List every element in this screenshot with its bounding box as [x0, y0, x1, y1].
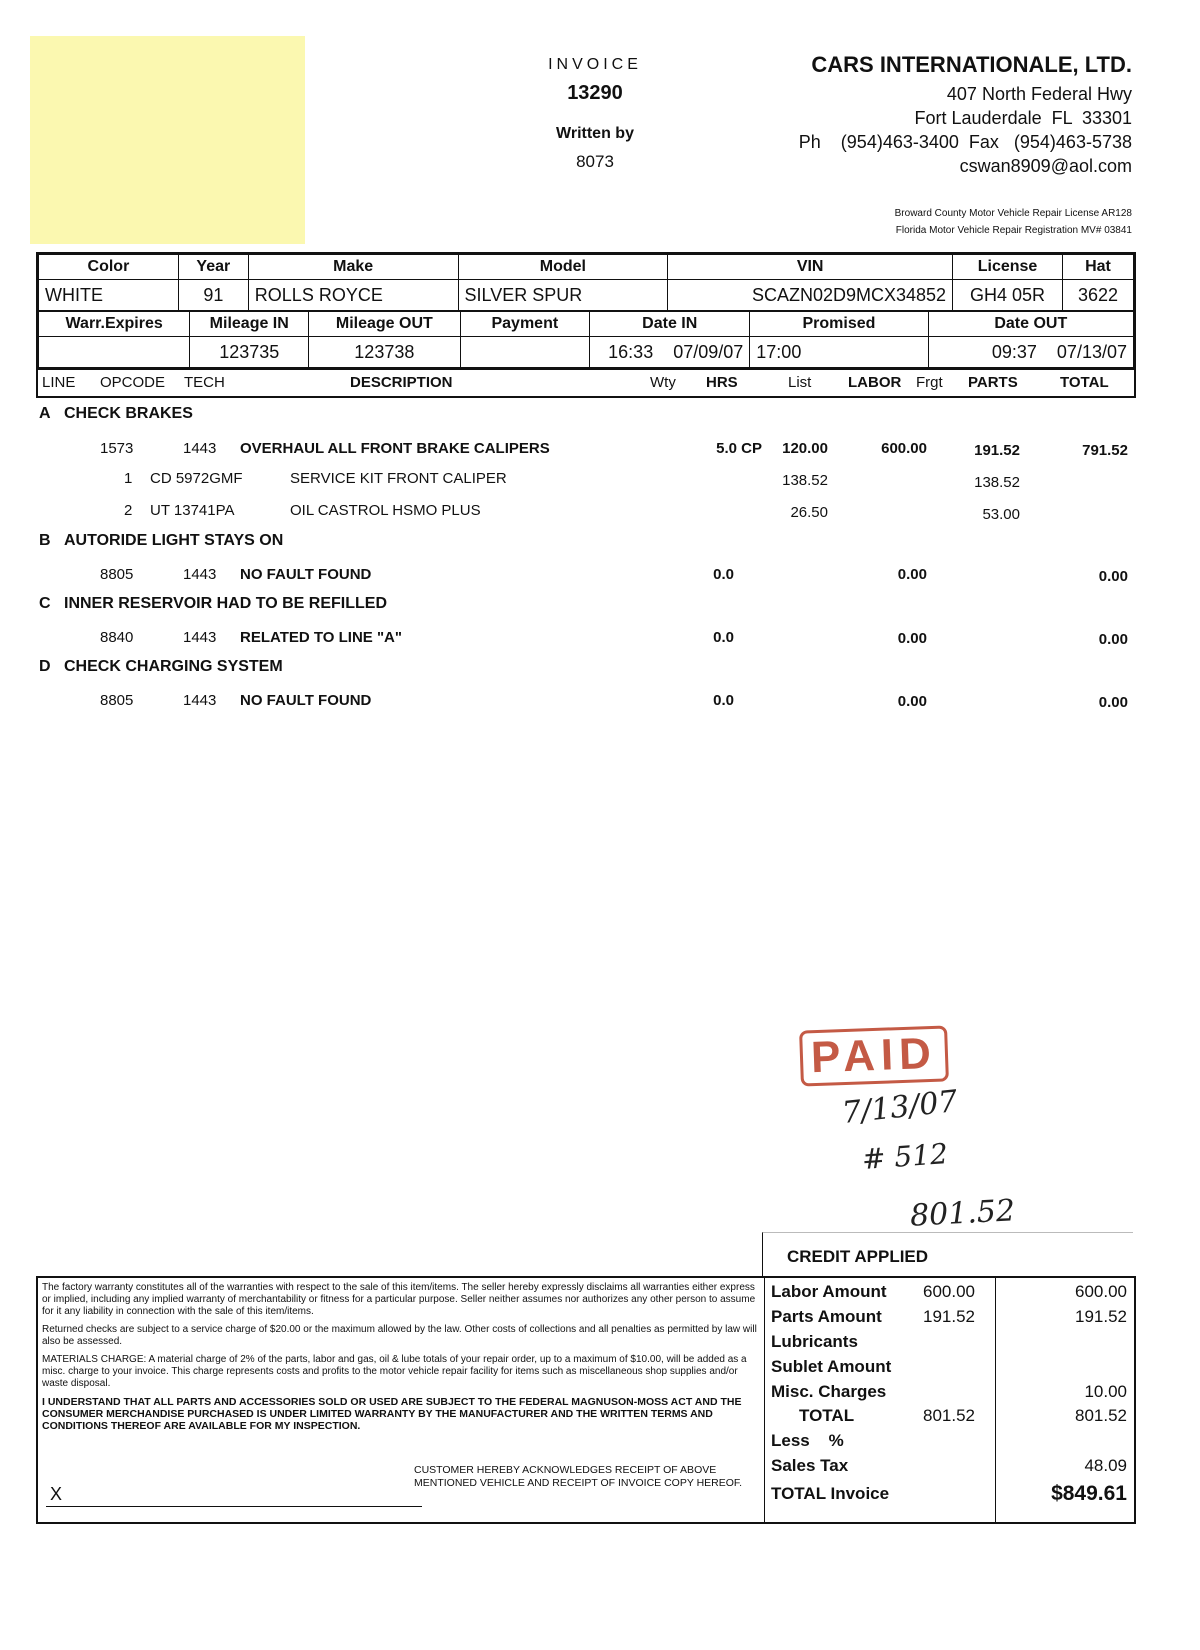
col-total: TOTAL [1060, 374, 1109, 391]
returned-checks-terms: Returned checks are subject to a service charge of $20.00 or the maximum allowed by the law. Other costs of collections and all penalties as permitted by law will also be assessed. [42, 1324, 757, 1347]
company-email: cswan8909@aol.com [959, 156, 1132, 176]
header-mileage-out: Mileage OUT [309, 312, 460, 337]
parts-amount-a: 191.52 [923, 1307, 975, 1326]
lubricants-label: Lubricants [771, 1332, 858, 1351]
line-title-d: CHECK CHARGING SYSTEM [64, 658, 283, 675]
col-parts: PARTS [968, 374, 1018, 391]
handwritten-amount: 801.52 [909, 1193, 1016, 1234]
op-parts: 191.52 [974, 442, 1020, 459]
written-by-value: 8073 [576, 152, 614, 171]
line-letter-d: D [39, 658, 51, 675]
labor-amount-row [765, 1280, 1135, 1305]
lubricants-row [765, 1330, 1135, 1355]
vehicle-model: SILVER SPUR [458, 280, 668, 311]
magnuson-moss-terms: I UNDERSTAND THAT ALL PARTS AND ACCESSORIES SOLD OR USED ARE SUBJECT TO THE FEDERAL MAGNUSON-MOSS ACT AND THE CONSUMER MERCHANDISE PURCHASED IS UNDER LIMITED WARRANTY BY THE MANUFACTURER AND THE WRITTEN TERMS AND CONDITIONS THEREOF ARE AVAILABLE FOR MY INSPECTION. [42, 1396, 742, 1432]
invoice-number: 13290 [567, 82, 623, 104]
header-year: Year [178, 255, 248, 280]
tech: 1443 [183, 566, 217, 583]
col-tech: TECH [184, 374, 225, 391]
header-vin: VIN [668, 255, 953, 280]
invoice-label: INVOICE [548, 56, 642, 73]
warranty-terms: The factory warranty constitutes all of the warranties with respect to the sale of this item/items. The seller hereby expressly disclaims all warranties either express or implied, including any implied warranty of merchantability or fitness for a particular purpose. Seller neither assumes nor authorizes any other person to assume for it any liability in connection with the sale of this item/items. [42, 1282, 756, 1317]
total-invoice-label: TOTAL Invoice [771, 1484, 890, 1503]
parts-amount-label: Parts Amount [771, 1307, 882, 1326]
materials-charge-terms: MATERIALS CHARGE: A material charge of 2% of the parts, labor and gas, oil & lube totals of your repair order, up to a maximum of $10.00, will be added as a misc. charge to your invoice. This charge represents costs and profits to the motor vehicle repair facility for items such as miscellaneous shop supplies and/or waste disposal. [42, 1354, 747, 1389]
vehicle-hat: 3622 [1062, 280, 1133, 311]
signature-line [46, 1506, 422, 1507]
header-model: Model [458, 255, 668, 280]
header-promised: Promised [750, 312, 928, 337]
part-amount: 138.52 [974, 474, 1020, 491]
line-letter-c: C [39, 595, 51, 612]
col-list: List [788, 374, 812, 391]
line-title-a: CHECK BRAKES [64, 405, 193, 422]
vehicle-info-grid [36, 252, 1136, 370]
header-color: Color [39, 255, 179, 280]
vehicle-color: WHITE [39, 280, 179, 311]
paid-stamp: PAID [799, 1025, 949, 1086]
credit-applied-box [762, 1232, 1133, 1277]
tech: 1443 [183, 440, 217, 457]
op-total: 0.00 [1098, 631, 1128, 648]
line-letter-b: B [39, 532, 51, 549]
header-hat: Hat [1062, 255, 1133, 280]
total-label: TOTAL [799, 1406, 855, 1425]
header-date-out: Date OUT [928, 312, 1133, 337]
tech: 1443 [183, 692, 217, 709]
op-total: 0.00 [1098, 568, 1128, 585]
vehicle-make: ROLLS ROYCE [248, 280, 458, 311]
op-description: NO FAULT FOUND [240, 566, 372, 583]
op-total: 0.00 [1098, 694, 1128, 711]
sales-tax-row [765, 1454, 1135, 1479]
op-description: OVERHAUL ALL FRONT BRAKE CALIPERS [240, 440, 550, 457]
labor-amount-b: 600.00 [1075, 1282, 1127, 1301]
misc-charges-b: 10.00 [1084, 1382, 1127, 1401]
part-number: UT 13741PA [150, 502, 235, 519]
date-out: 09:37 07/13/07 [928, 337, 1133, 368]
invoice-footer [36, 1276, 1136, 1524]
col-opcode: OPCODE [100, 374, 166, 391]
terms-block [42, 1282, 762, 1438]
op-labor: 0.00 [897, 566, 927, 583]
sticky-note [30, 36, 305, 244]
op-description: NO FAULT FOUND [240, 692, 372, 709]
total-invoice-row [765, 1482, 1135, 1507]
part-list: 26.50 [790, 504, 828, 521]
op-hours: 5.0 CP [716, 440, 762, 457]
line-column-headers [36, 370, 1136, 398]
signature-x: X [50, 1484, 63, 1504]
vehicle-license: GH4 05R [953, 280, 1063, 311]
promised: 17:00 [750, 337, 928, 368]
sales-tax-label: Sales Tax [771, 1456, 849, 1475]
warranty-expires [39, 337, 190, 368]
col-hrs: HRS [706, 374, 738, 391]
company-address-2: Fort Lauderdale FL 33301 [914, 108, 1132, 128]
handwritten-check-number: # 512 [860, 1137, 949, 1176]
op-list: 120.00 [782, 440, 828, 457]
labor-amount-label: Labor Amount [771, 1282, 887, 1301]
part-amount: 53.00 [982, 506, 1020, 523]
misc-charges-row [765, 1380, 1135, 1405]
op-labor: 600.00 [881, 440, 927, 457]
op-labor: 0.00 [897, 693, 927, 710]
written-by-label: Written by [556, 125, 634, 142]
header-warranty-expires: Warr.Expires [39, 312, 190, 337]
header-make: Make [248, 255, 458, 280]
line-title-b: AUTORIDE LIGHT STAYS ON [64, 532, 284, 549]
payment [460, 337, 590, 368]
totals-panel [764, 1278, 1135, 1522]
company-phone: Ph (954)463-3400 Fax (954)463-5738 [798, 132, 1132, 152]
parts-amount-b: 191.52 [1075, 1307, 1127, 1326]
col-description: DESCRIPTION [350, 374, 453, 391]
sales-tax-b: 48.09 [1084, 1456, 1127, 1475]
line-letter-a: A [39, 405, 51, 422]
part-qty: 1 [124, 470, 133, 487]
part-description: SERVICE KIT FRONT CALIPER [290, 470, 507, 487]
less-percent-label: Less % [771, 1431, 844, 1450]
line-title-c: INNER RESERVOIR HAD TO BE REFILLED [64, 595, 387, 612]
col-wty: Wty [650, 374, 676, 391]
opcode: 1573 [100, 440, 134, 457]
part-description: OIL CASTROL HSMO PLUS [290, 502, 481, 519]
vehicle-vin: SCAZN02D9MCX34852 [668, 280, 953, 311]
opcode: 8805 [100, 566, 134, 583]
handwritten-date: 7/13/07 [840, 1084, 960, 1131]
credit-applied-label: CREDIT APPLIED [787, 1247, 929, 1266]
op-hours: 0.0 [713, 692, 734, 709]
sublet-amount-label: Sublet Amount [771, 1357, 892, 1376]
op-hours: 0.0 [713, 629, 734, 646]
header-payment: Payment [460, 312, 590, 337]
op-hours: 0.0 [713, 566, 734, 583]
op-total: 791.52 [1082, 442, 1128, 459]
op-labor: 0.00 [897, 630, 927, 647]
acknowledgement-text: CUSTOMER HEREBY ACKNOWLEDGES RECEIPT OF ABOVE MENTIONED VEHICLE AND RECEIPT OF INVOICE COPY HEREOF. [414, 1464, 743, 1489]
opcode: 8805 [100, 692, 134, 709]
part-number: CD 5972GMF [150, 470, 243, 487]
total-b: 801.52 [1075, 1406, 1127, 1425]
tech: 1443 [183, 629, 217, 646]
op-description: RELATED TO LINE "A" [240, 629, 403, 646]
misc-charges-label: Misc. Charges [771, 1382, 887, 1401]
sublet-amount-row [765, 1355, 1135, 1380]
mileage-in: 123735 [190, 337, 309, 368]
total-a: 801.52 [923, 1406, 975, 1425]
header-date-in: Date IN [590, 312, 750, 337]
col-line: LINE [42, 374, 76, 391]
vehicle-year: 91 [178, 280, 248, 311]
less-percent-row [765, 1429, 1135, 1454]
parts-amount-row [765, 1305, 1135, 1330]
header-mileage-in: Mileage IN [190, 312, 309, 337]
mileage-out: 123738 [309, 337, 460, 368]
labor-amount-a: 600.00 [923, 1282, 975, 1301]
company-name: CARS INTERNATIONALE, LTD. [811, 52, 1132, 77]
part-list: 138.52 [782, 472, 828, 489]
state-registration: Florida Motor Vehicle Repair Registration MV# 03841 [895, 225, 1132, 236]
header-license: License [953, 255, 1063, 280]
total-invoice-amount: $849.61 [1051, 1482, 1127, 1505]
col-frgt: Frgt [916, 374, 943, 391]
part-qty: 2 [124, 502, 133, 519]
total-row [765, 1404, 1135, 1429]
date-in: 16:33 07/09/07 [590, 337, 750, 368]
company-address-1: 407 North Federal Hwy [946, 84, 1132, 104]
col-labor: LABOR [848, 374, 902, 391]
opcode: 8840 [100, 629, 134, 646]
county-license: Broward County Motor Vehicle Repair License AR128 [894, 208, 1132, 219]
